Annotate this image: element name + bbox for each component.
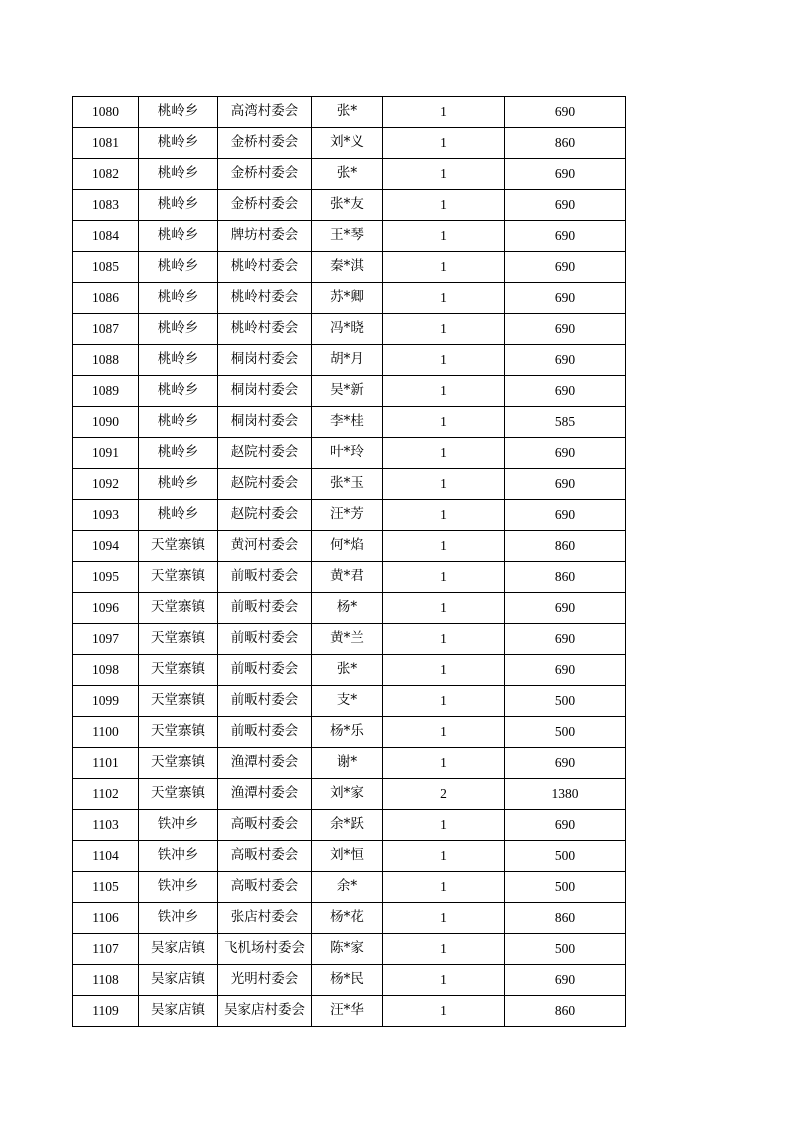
town-cell: 桃岭乡	[139, 345, 218, 376]
amount-cell: 690	[505, 376, 626, 407]
person-count-cell: 1	[383, 934, 505, 965]
person-count-cell: 1	[383, 624, 505, 655]
village-committee-cell: 前畈村委会	[218, 593, 312, 624]
serial-number-cell: 1104	[73, 841, 139, 872]
village-committee-cell: 高畈村委会	[218, 872, 312, 903]
person-count-cell: 1	[383, 221, 505, 252]
amount-cell: 690	[505, 748, 626, 779]
town-cell: 吴家店镇	[139, 934, 218, 965]
person-name-cell: 刘*恒	[312, 841, 383, 872]
table-row	[73, 531, 626, 562]
person-name-cell: 余*	[312, 872, 383, 903]
town-cell: 铁冲乡	[139, 903, 218, 934]
amount-cell: 500	[505, 872, 626, 903]
person-name-cell: 杨*花	[312, 903, 383, 934]
amount-cell: 690	[505, 593, 626, 624]
person-count-cell: 1	[383, 996, 505, 1027]
serial-number-cell: 1102	[73, 779, 139, 810]
town-cell: 桃岭乡	[139, 500, 218, 531]
table-row	[73, 159, 626, 190]
village-committee-cell: 高畈村委会	[218, 810, 312, 841]
amount-cell: 860	[505, 531, 626, 562]
table-row	[73, 128, 626, 159]
town-cell: 天堂寨镇	[139, 593, 218, 624]
person-name-cell: 杨*	[312, 593, 383, 624]
serial-number-cell: 1083	[73, 190, 139, 221]
town-cell: 铁冲乡	[139, 810, 218, 841]
amount-cell: 1380	[505, 779, 626, 810]
village-committee-cell: 牌坊村委会	[218, 221, 312, 252]
town-cell: 天堂寨镇	[139, 655, 218, 686]
person-name-cell: 李*桂	[312, 407, 383, 438]
table-row	[73, 624, 626, 655]
table-row	[73, 283, 626, 314]
town-cell: 天堂寨镇	[139, 531, 218, 562]
table-row	[73, 934, 626, 965]
village-committee-cell: 金桥村委会	[218, 128, 312, 159]
person-count-cell: 1	[383, 717, 505, 748]
amount-cell: 690	[505, 345, 626, 376]
table-row	[73, 97, 626, 128]
person-name-cell: 吴*新	[312, 376, 383, 407]
beneficiary-table	[72, 96, 626, 1027]
person-count-cell: 1	[383, 159, 505, 190]
serial-number-cell: 1095	[73, 562, 139, 593]
person-name-cell: 张*	[312, 159, 383, 190]
person-name-cell: 杨*民	[312, 965, 383, 996]
table-row	[73, 810, 626, 841]
serial-number-cell: 1100	[73, 717, 139, 748]
town-cell: 天堂寨镇	[139, 717, 218, 748]
town-cell: 桃岭乡	[139, 97, 218, 128]
serial-number-cell: 1109	[73, 996, 139, 1027]
person-count-cell: 2	[383, 779, 505, 810]
person-name-cell: 刘*家	[312, 779, 383, 810]
amount-cell: 690	[505, 314, 626, 345]
amount-cell: 690	[505, 500, 626, 531]
village-committee-cell: 桃岭村委会	[218, 283, 312, 314]
person-name-cell: 汪*芳	[312, 500, 383, 531]
serial-number-cell: 1089	[73, 376, 139, 407]
village-committee-cell: 桐岗村委会	[218, 407, 312, 438]
table-row	[73, 500, 626, 531]
village-committee-cell: 张店村委会	[218, 903, 312, 934]
town-cell: 天堂寨镇	[139, 779, 218, 810]
village-committee-cell: 渔潭村委会	[218, 779, 312, 810]
serial-number-cell: 1099	[73, 686, 139, 717]
amount-cell: 690	[505, 469, 626, 500]
amount-cell: 860	[505, 128, 626, 159]
table-row	[73, 717, 626, 748]
amount-cell: 500	[505, 717, 626, 748]
serial-number-cell: 1108	[73, 965, 139, 996]
person-name-cell: 陈*家	[312, 934, 383, 965]
village-committee-cell: 前畈村委会	[218, 562, 312, 593]
table-row	[73, 965, 626, 996]
person-count-cell: 1	[383, 841, 505, 872]
village-committee-cell: 吴家店村委会	[218, 996, 312, 1027]
person-name-cell: 叶*玲	[312, 438, 383, 469]
person-name-cell: 张*玉	[312, 469, 383, 500]
person-name-cell: 张*友	[312, 190, 383, 221]
town-cell: 铁冲乡	[139, 841, 218, 872]
serial-number-cell: 1105	[73, 872, 139, 903]
person-count-cell: 1	[383, 438, 505, 469]
table-row	[73, 562, 626, 593]
amount-cell: 690	[505, 221, 626, 252]
person-name-cell: 刘*义	[312, 128, 383, 159]
person-name-cell: 杨*乐	[312, 717, 383, 748]
serial-number-cell: 1086	[73, 283, 139, 314]
village-committee-cell: 前畈村委会	[218, 655, 312, 686]
table-row	[73, 686, 626, 717]
town-cell: 天堂寨镇	[139, 624, 218, 655]
village-committee-cell: 高畈村委会	[218, 841, 312, 872]
table-body	[73, 97, 626, 1027]
amount-cell: 860	[505, 996, 626, 1027]
table-row	[73, 438, 626, 469]
person-count-cell: 1	[383, 593, 505, 624]
table-row	[73, 376, 626, 407]
town-cell: 桃岭乡	[139, 128, 218, 159]
serial-number-cell: 1088	[73, 345, 139, 376]
person-count-cell: 1	[383, 97, 505, 128]
amount-cell: 500	[505, 934, 626, 965]
town-cell: 桃岭乡	[139, 221, 218, 252]
village-committee-cell: 飞机场村委会	[218, 934, 312, 965]
town-cell: 桃岭乡	[139, 376, 218, 407]
village-committee-cell: 桃岭村委会	[218, 314, 312, 345]
person-count-cell: 1	[383, 562, 505, 593]
table-row	[73, 748, 626, 779]
amount-cell: 690	[505, 624, 626, 655]
village-committee-cell: 赵院村委会	[218, 438, 312, 469]
person-count-cell: 1	[383, 252, 505, 283]
person-count-cell: 1	[383, 314, 505, 345]
table-row	[73, 190, 626, 221]
amount-cell: 690	[505, 655, 626, 686]
serial-number-cell: 1096	[73, 593, 139, 624]
amount-cell: 690	[505, 283, 626, 314]
person-name-cell: 王*琴	[312, 221, 383, 252]
person-count-cell: 1	[383, 810, 505, 841]
person-name-cell: 黄*君	[312, 562, 383, 593]
table-row	[73, 469, 626, 500]
person-name-cell: 谢*	[312, 748, 383, 779]
town-cell: 桃岭乡	[139, 190, 218, 221]
person-count-cell: 1	[383, 190, 505, 221]
serial-number-cell: 1091	[73, 438, 139, 469]
town-cell: 天堂寨镇	[139, 686, 218, 717]
town-cell: 桃岭乡	[139, 252, 218, 283]
village-committee-cell: 桃岭村委会	[218, 252, 312, 283]
person-count-cell: 1	[383, 128, 505, 159]
table-row	[73, 655, 626, 686]
amount-cell: 500	[505, 686, 626, 717]
table-row	[73, 593, 626, 624]
person-count-cell: 1	[383, 376, 505, 407]
person-name-cell: 秦*淇	[312, 252, 383, 283]
village-committee-cell: 金桥村委会	[218, 159, 312, 190]
town-cell: 天堂寨镇	[139, 748, 218, 779]
person-name-cell: 余*跃	[312, 810, 383, 841]
village-committee-cell: 赵院村委会	[218, 469, 312, 500]
town-cell: 桃岭乡	[139, 314, 218, 345]
village-committee-cell: 前畈村委会	[218, 624, 312, 655]
serial-number-cell: 1081	[73, 128, 139, 159]
village-committee-cell: 前畈村委会	[218, 686, 312, 717]
amount-cell: 860	[505, 562, 626, 593]
amount-cell: 690	[505, 438, 626, 469]
person-count-cell: 1	[383, 407, 505, 438]
person-count-cell: 1	[383, 531, 505, 562]
amount-cell: 690	[505, 97, 626, 128]
serial-number-cell: 1090	[73, 407, 139, 438]
serial-number-cell: 1106	[73, 903, 139, 934]
table-row	[73, 872, 626, 903]
town-cell: 桃岭乡	[139, 469, 218, 500]
serial-number-cell: 1101	[73, 748, 139, 779]
table-row	[73, 407, 626, 438]
town-cell: 桃岭乡	[139, 159, 218, 190]
table-row	[73, 345, 626, 376]
village-committee-cell: 光明村委会	[218, 965, 312, 996]
table-row	[73, 314, 626, 345]
serial-number-cell: 1084	[73, 221, 139, 252]
amount-cell: 500	[505, 841, 626, 872]
table-row	[73, 779, 626, 810]
serial-number-cell: 1103	[73, 810, 139, 841]
town-cell: 桃岭乡	[139, 438, 218, 469]
town-cell: 桃岭乡	[139, 407, 218, 438]
person-name-cell: 张*	[312, 655, 383, 686]
person-count-cell: 1	[383, 469, 505, 500]
town-cell: 吴家店镇	[139, 965, 218, 996]
village-committee-cell: 高湾村委会	[218, 97, 312, 128]
person-name-cell: 何*焰	[312, 531, 383, 562]
town-cell: 铁冲乡	[139, 872, 218, 903]
person-count-cell: 1	[383, 500, 505, 531]
town-cell: 天堂寨镇	[139, 562, 218, 593]
person-name-cell: 冯*晓	[312, 314, 383, 345]
person-count-cell: 1	[383, 965, 505, 996]
person-name-cell: 张*	[312, 97, 383, 128]
table-row	[73, 903, 626, 934]
amount-cell: 690	[505, 190, 626, 221]
table-row	[73, 221, 626, 252]
serial-number-cell: 1093	[73, 500, 139, 531]
village-committee-cell: 黄河村委会	[218, 531, 312, 562]
person-name-cell: 黄*兰	[312, 624, 383, 655]
person-count-cell: 1	[383, 283, 505, 314]
serial-number-cell: 1094	[73, 531, 139, 562]
serial-number-cell: 1107	[73, 934, 139, 965]
table-row	[73, 841, 626, 872]
person-count-cell: 1	[383, 655, 505, 686]
village-committee-cell: 前畈村委会	[218, 717, 312, 748]
person-count-cell: 1	[383, 748, 505, 779]
table-row	[73, 252, 626, 283]
village-committee-cell: 金桥村委会	[218, 190, 312, 221]
village-committee-cell: 赵院村委会	[218, 500, 312, 531]
serial-number-cell: 1082	[73, 159, 139, 190]
village-committee-cell: 桐岗村委会	[218, 345, 312, 376]
table-row	[73, 996, 626, 1027]
amount-cell: 860	[505, 903, 626, 934]
person-count-cell: 1	[383, 872, 505, 903]
village-committee-cell: 桐岗村委会	[218, 376, 312, 407]
person-count-cell: 1	[383, 345, 505, 376]
serial-number-cell: 1080	[73, 97, 139, 128]
amount-cell: 690	[505, 159, 626, 190]
serial-number-cell: 1097	[73, 624, 139, 655]
serial-number-cell: 1092	[73, 469, 139, 500]
serial-number-cell: 1085	[73, 252, 139, 283]
serial-number-cell: 1087	[73, 314, 139, 345]
town-cell: 桃岭乡	[139, 283, 218, 314]
amount-cell: 585	[505, 407, 626, 438]
amount-cell: 690	[505, 810, 626, 841]
village-committee-cell: 渔潭村委会	[218, 748, 312, 779]
serial-number-cell: 1098	[73, 655, 139, 686]
person-name-cell: 胡*月	[312, 345, 383, 376]
person-name-cell: 汪*华	[312, 996, 383, 1027]
amount-cell: 690	[505, 965, 626, 996]
person-name-cell: 苏*卿	[312, 283, 383, 314]
person-count-cell: 1	[383, 903, 505, 934]
person-name-cell: 支*	[312, 686, 383, 717]
town-cell: 吴家店镇	[139, 996, 218, 1027]
person-count-cell: 1	[383, 686, 505, 717]
amount-cell: 690	[505, 252, 626, 283]
